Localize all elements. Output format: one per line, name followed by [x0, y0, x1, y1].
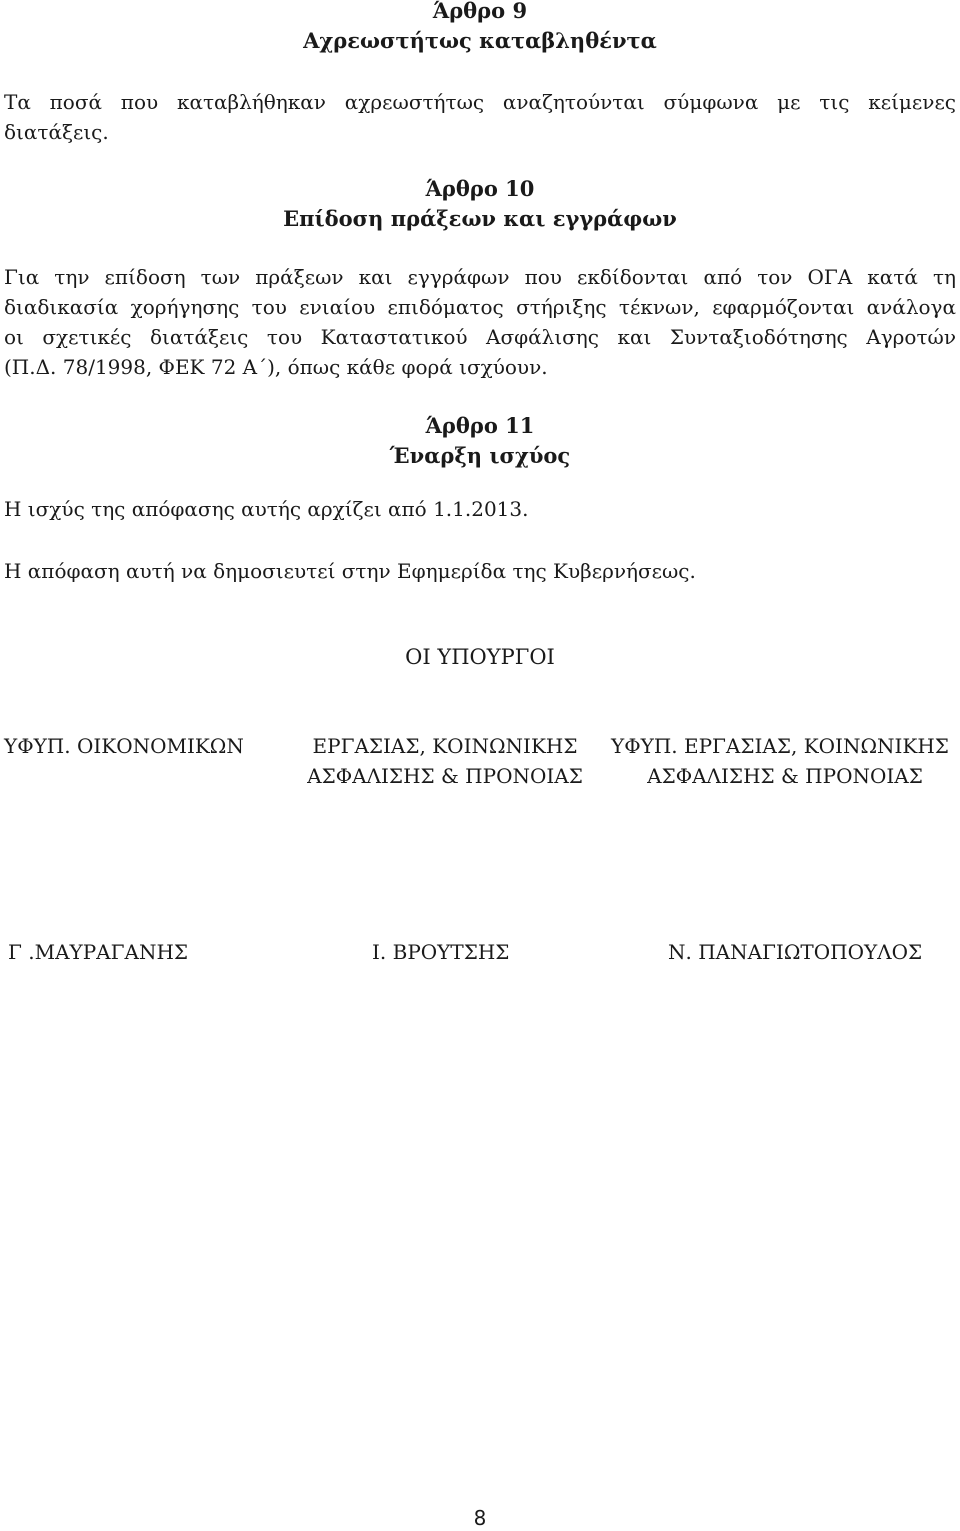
signatory-2-ministry-line-1: ΕΡΓΑΣΙΑΣ, ΚΟΙΝΩΝΙΚΗΣ — [312, 734, 578, 758]
article-10-line-1: Για την επίδοση των πράξεων και εγγράφων που εκδίδονται από τον ΟΓΑ κατά τη — [4, 265, 956, 289]
signatory-3-ministry-line-1: ΥΦΥΠ. ΕΡΓΑΣΙΑΣ, ΚΟΙΝΩΝΙΚΗΣ — [611, 734, 949, 758]
article-9-body — [4, 87, 956, 147]
article-10-title: Επίδοση πράξεων και εγγράφων — [283, 206, 677, 231]
signatory-1-name: Γ .ΜΑΥΡΑΓΑΝΗΣ — [8, 940, 189, 964]
signatory-1-ministry: ΥΦΥΠ. ΟΙΚΟΝΟΜΙΚΩΝ — [4, 734, 244, 758]
article-10-line-3: οι σχετικές διατάξεις του Καταστατικού Ασφάλισης και Συνταξιοδότησης Αγροτών — [4, 325, 956, 349]
signatory-3-name: Ν. ΠΑΝΑΓΙΩΤΟΠΟΥΛΟΣ — [668, 940, 923, 964]
ministers-heading: ΟΙ ΥΠΟΥΡΓΟΙ — [405, 645, 555, 669]
signatory-2-name: Ι. ΒΡΟΥΤΣΗΣ — [372, 940, 510, 964]
article-10-line-2: διαδικασία χορήγησης του ενιαίου επιδόματος στήριξης τέκνων, εφαρμόζονται ανάλογα — [4, 295, 956, 319]
page-number: 8 — [473, 1506, 487, 1530]
signatory-2-ministry-line-2: ΑΣΦΑΛΙΣΗΣ & ΠΡΟΝΟΙΑΣ — [307, 764, 583, 788]
article-10-number: Άρθρο 10 — [425, 176, 535, 201]
article-11-number: Άρθρο 11 — [425, 413, 535, 438]
article-9-line-1: Τα ποσά που καταβλήθηκαν αχρεωστήτως αναζητούνται σύμφωνα με τις κείμενες — [4, 90, 956, 114]
article-10-body — [4, 262, 956, 382]
article-11-title: Έναρξη ισχύος — [389, 443, 571, 468]
publication-note: Η απόφαση αυτή να δημοσιευτεί στην Εφημερίδα της Κυβερνήσεως. — [4, 559, 696, 583]
article-9-number: Άρθρο 9 — [432, 0, 528, 23]
article-9-title: Αχρεωστήτως καταβληθέντα — [303, 28, 657, 53]
article-9-line-2: διατάξεις. — [4, 120, 109, 144]
article-11-body: Η ισχύς της απόφασης αυτής αρχίζει από 1.1.2013. — [4, 497, 529, 521]
article-10-line-4: (Π.Δ. 78/1998, ΦΕΚ 72 Α΄), όπως κάθε φορά ισχύουν. — [4, 355, 548, 379]
signatory-3-ministry-line-2: ΑΣΦΑΛΙΣΗΣ & ΠΡΟΝΟΙΑΣ — [647, 764, 923, 788]
